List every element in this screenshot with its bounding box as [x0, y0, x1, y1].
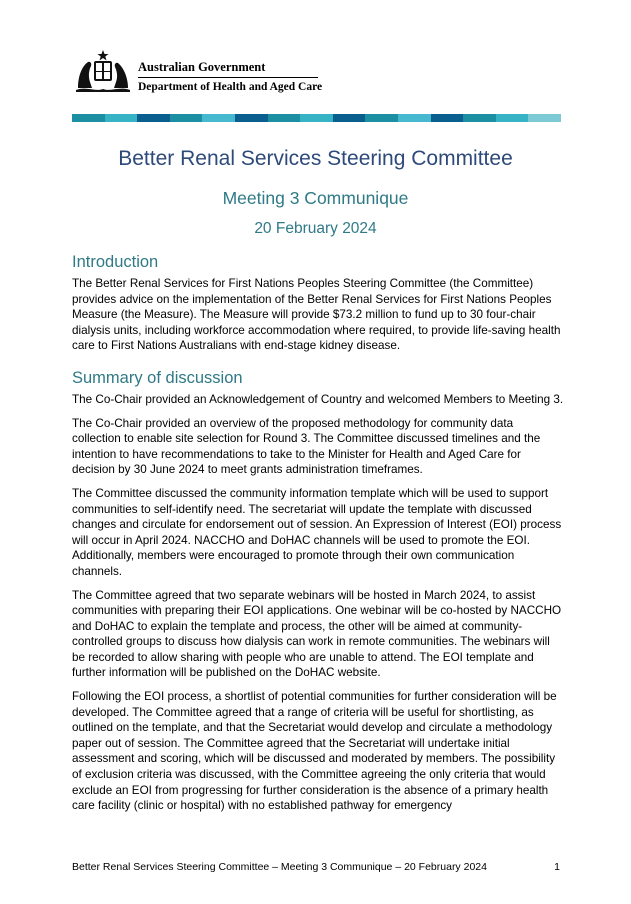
stripe-segment: [300, 114, 333, 122]
document-subtitle: Meeting 3 Communique: [222, 188, 409, 208]
stripe-segment: [137, 114, 170, 122]
government-name: Australian Government: [138, 60, 266, 74]
stripe-segment: [268, 114, 301, 122]
stripe-segment: [333, 114, 366, 122]
stripe-segment: [398, 114, 431, 122]
stripe-segment: [365, 114, 398, 122]
paragraph: The Co-Chair provided an Acknowledgement of Country and welcomed Members to Meeting 3.: [72, 392, 564, 406]
header-divider: [138, 77, 318, 78]
stripe-segment: [170, 114, 203, 122]
stripe-segment: [463, 114, 496, 122]
heading-summary: Summary of discussion: [72, 368, 243, 387]
decorative-stripe: [72, 114, 561, 122]
paragraph: The Co-Chair provided an overview of the proposed methodology for community data collection to enable site selection for Round 3. The Committee discussed timelines and the intention to have recommendations to take to the Minister for Health and Aged Care for decision by 30 June 2024 to meet grants administration timeframes.: [72, 416, 541, 477]
stripe-segment: [496, 114, 529, 122]
paragraph: Following the EOI process, a shortlist of potential communities for further consideration will be developed. The Committee agreed that a range of criteria will be useful for shortlisting, as outlined on the template, and that the Secretariat would develop and circulate a methodology paper out of session. The Committee agreed that the Secretariat will undertake initial assessment and scoring, which will be discussed and moderated by members. The possibility of exclusion criteria was discussed, with the Committee agreeing the only criteria that would exclude an EOI from progressing for further consideration is the absence of a primary health care facility (clinic or hospital) with no established pathway for emergency: [72, 690, 557, 813]
department-name: Department of Health and Aged Care: [138, 81, 323, 93]
paragraph: The Better Renal Services for First Nations Peoples Steering Committee (the Committee) provides advice on the implementation of the Better Renal Services for First Nations Peoples Measure (the Measure). The Measure will provide $73.2 million to fund up to 30 four-chair dialysis units, including workforce accommodation where required, to provide life-saving health care to First Nations Australians with end-stage kidney disease.: [72, 277, 561, 353]
document-date: 20 February 2024: [254, 220, 377, 237]
paragraph: The Committee agreed that two separate webinars will be hosted in March 2024, to assist communities with preparing their EOI applications. One webinar will be co-hosted by NACCHO and DoHAC to explain the template and process, the other will be aimed at community-controlled groups to discuss how dialysis can work in remote communities. The webinars will be recorded to allow sharing with people who are unable to attend. The EOI template and further information will be published on the DoHAC website.: [72, 588, 562, 680]
page-number: 1: [554, 861, 560, 873]
stripe-segment: [235, 114, 268, 122]
page-footer: [72, 861, 560, 873]
document-body: [72, 252, 564, 822]
stripe-segment: [105, 114, 138, 122]
document-title: Better Renal Services Steering Committee: [118, 147, 513, 170]
stripe-segment: [528, 114, 561, 122]
stripe-segment: [431, 114, 464, 122]
coat-of-arms-icon: [72, 48, 134, 94]
footer-text: Better Renal Services Steering Committee – Meeting 3 Communique – 20 February 2024: [72, 861, 487, 873]
paragraph: The Committee discussed the community information template which will be used to support communities to self-identify need. The secretariat will update the template with discussed changes and circulate for endorsement out of session. An Expression of Interest (EOI) process will occur in April 2024. NACCHO and DoHAC channels will be used to promote the EOI. Additionally, members were encouraged to promote through their own communication channels.: [72, 486, 562, 578]
stripe-segment: [202, 114, 235, 122]
stripe-segment: [72, 114, 105, 122]
heading-introduction: Introduction: [72, 253, 159, 271]
government-header: [72, 44, 322, 100]
